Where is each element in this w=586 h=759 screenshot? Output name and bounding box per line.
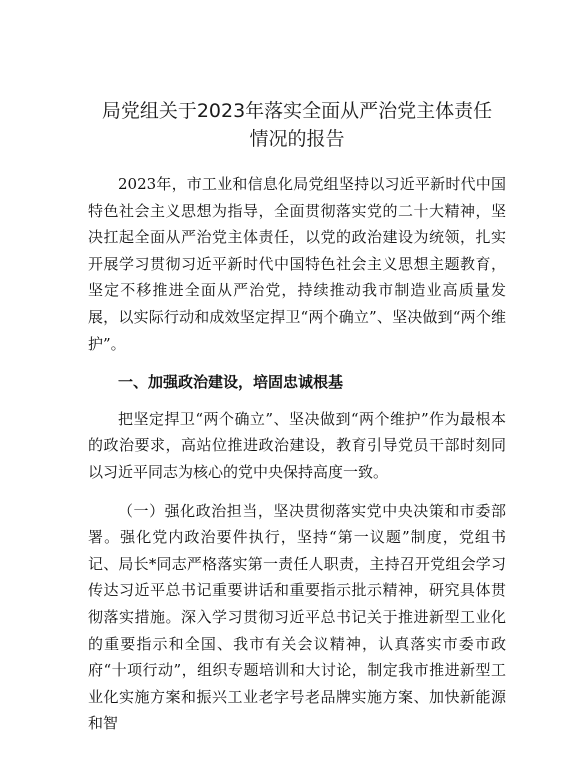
- section-1-heading: 一、加强政治建设，培固忠诚根基: [118, 373, 344, 392]
- document-body: [88, 171, 506, 737]
- title-line-1: 局党组关于2023年落实全面从严治党主体责任: [101, 100, 493, 122]
- section-1-paragraph-1: 把坚定捍卫“两个确立”、坚决做到“两个维护”作为最根本的政治要求，高站位推进政治建设，教育引导党员干部时刻同以习近平同志为核心的党中央保持高度一致。: [88, 409, 506, 481]
- document-title: [88, 97, 506, 153]
- title-line-2: 情况的报告: [249, 128, 345, 150]
- intro-paragraph: 2023年，市工业和信息化局党组坚持以习近平新时代中国特色社会主义思想为指导，全面贯彻落实党的二十大精神，坚决扛起全面从严治党主体责任，以党的政治建设为统领，扎实开展学习贯彻习近平新时代中国特色社会主义思想主题教育，坚定不移推进全面从严治党，持续推动我市制造业高质量发展，以实际行动和成效坚定捍卫“两个确立”、坚决做到“两个维护”。: [88, 175, 506, 353]
- section-1-paragraph-2: （一）强化政治担当，坚决贯彻落实党中央决策和市委部署。强化党内政治要件执行，坚持“第一议题”制度，党组书记、局长*同志严格落实第一责任人职责，主持召开党组会学习传达习近平总书记重要讲话和重要指示批示精神，研究具体贯彻落实措施。深入学习贯彻习近平总书记关于推进新型工业化的重要指示和全国、我市有关会议精神，认真落实市委市政府“十项行动”，组织专题培训和大讨论，制定我市推进新型工业化实施方案和振兴工业老字号老品牌实施方案、加快新能源和智: [88, 501, 506, 733]
